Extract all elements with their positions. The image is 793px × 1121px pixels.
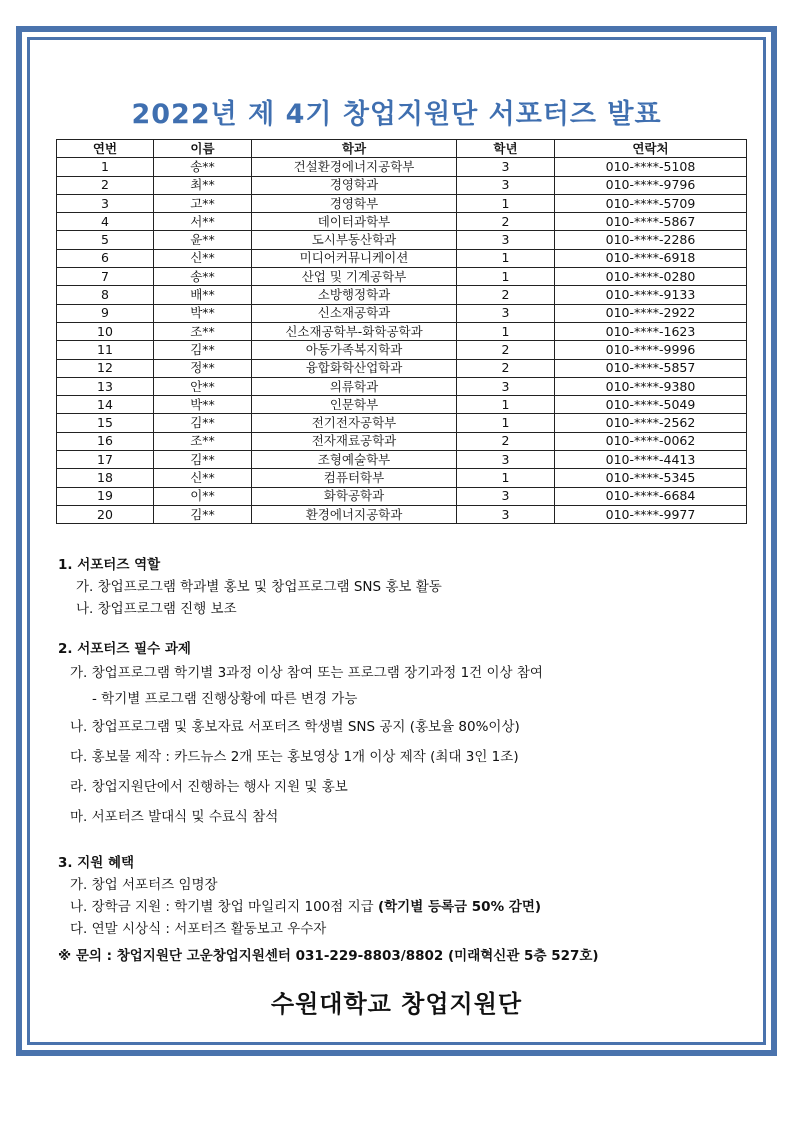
cell-grade: 2 <box>457 359 555 377</box>
cell-grade: 1 <box>457 194 555 212</box>
cell-name: 김** <box>154 341 252 359</box>
list-item: 마. 서포터즈 발대식 및 수료식 참석 <box>70 809 279 825</box>
details-sections <box>58 554 758 940</box>
table-row <box>57 304 747 322</box>
cell-department: 의류학과 <box>252 377 457 395</box>
cell-grade: 2 <box>457 213 555 231</box>
cell-number: 15 <box>57 414 154 432</box>
cell-grade: 1 <box>457 469 555 487</box>
cell-contact: 010-****-9380 <box>555 377 747 395</box>
header-department: 학과 <box>252 140 457 158</box>
cell-contact: 010-****-2286 <box>555 231 747 249</box>
cell-contact: 010-****-6684 <box>555 487 747 505</box>
table-row <box>57 268 747 286</box>
cell-name: 박** <box>154 396 252 414</box>
cell-number: 3 <box>57 194 154 212</box>
cell-grade: 3 <box>457 158 555 176</box>
section-title: 1. 서포터즈 역할 <box>58 557 161 573</box>
cell-contact: 010-****-2922 <box>555 304 747 322</box>
cell-name: 서** <box>154 213 252 231</box>
cell-contact: 010-****-1623 <box>555 322 747 340</box>
cell-contact: 010-****-2562 <box>555 414 747 432</box>
table-row <box>57 377 747 395</box>
cell-grade: 1 <box>457 268 555 286</box>
table-row <box>57 213 747 231</box>
cell-grade: 1 <box>457 396 555 414</box>
cell-grade: 3 <box>457 176 555 194</box>
cell-contact: 010-****-9133 <box>555 286 747 304</box>
cell-number: 8 <box>57 286 154 304</box>
section-title: 3. 지원 혜택 <box>58 855 135 871</box>
cell-grade: 3 <box>457 505 555 523</box>
cell-department: 전자재료공학과 <box>252 432 457 450</box>
list-item <box>58 896 758 918</box>
cell-name: 고** <box>154 194 252 212</box>
header-name: 이름 <box>154 140 252 158</box>
cell-grade: 3 <box>457 304 555 322</box>
cell-grade: 2 <box>457 341 555 359</box>
cell-grade: 3 <box>457 487 555 505</box>
cell-name: 김** <box>154 505 252 523</box>
cell-number: 16 <box>57 432 154 450</box>
section-title: 2. 서포터즈 필수 과제 <box>58 641 191 657</box>
cell-name: 이** <box>154 487 252 505</box>
list-item: 라. 창업지원단에서 진행하는 행사 지원 및 홍보 <box>70 779 348 795</box>
cell-department: 도시부동산학과 <box>252 231 457 249</box>
list-item: 나. 창업프로그램 및 홍보자료 서포터즈 학생별 SNS 공지 (홍보율 80%이상) <box>70 719 520 735</box>
cell-department: 신소재공학부-화학공학과 <box>252 322 457 340</box>
cell-contact: 010-****-9977 <box>555 505 747 523</box>
list-item: 나. 창업프로그램 진행 보조 <box>76 601 237 617</box>
page-title: 2022년 제 4기 창업지원단 서포터즈 발표 <box>131 99 662 130</box>
cell-contact: 010-****-5709 <box>555 194 747 212</box>
table-row <box>57 341 747 359</box>
cell-name: 윤** <box>154 231 252 249</box>
list-item: 다. 홍보물 제작 : 카드뉴스 2개 또는 홍보영상 1개 이상 제작 (최대 3인 1조) <box>70 749 519 765</box>
header-number: 연번 <box>57 140 154 158</box>
cell-name: 송** <box>154 158 252 176</box>
supporters-table <box>56 139 747 524</box>
cell-department: 소방행정학과 <box>252 286 457 304</box>
cell-department: 조형예술학부 <box>252 451 457 469</box>
cell-department: 건설환경에너지공학부 <box>252 158 457 176</box>
section-required-tasks <box>58 638 758 832</box>
cell-name: 신** <box>154 249 252 267</box>
footer-organization: 수원대학교 창업지원단 <box>270 990 523 1018</box>
cell-contact: 010-****-5345 <box>555 469 747 487</box>
cell-grade: 2 <box>457 286 555 304</box>
cell-number: 17 <box>57 451 154 469</box>
cell-department: 전기전자공학부 <box>252 414 457 432</box>
list-item: 다. 연말 시상식 : 서포터즈 활동보고 우수자 <box>70 921 327 937</box>
cell-name: 송** <box>154 268 252 286</box>
header-contact: 연락처 <box>555 140 747 158</box>
scholarship-highlight: (학기별 등록금 50% 감면) <box>377 899 542 915</box>
cell-name: 최** <box>154 176 252 194</box>
cell-grade: 3 <box>457 231 555 249</box>
cell-grade: 1 <box>457 414 555 432</box>
cell-number: 13 <box>57 377 154 395</box>
table-row <box>57 414 747 432</box>
cell-number: 20 <box>57 505 154 523</box>
cell-name: 조** <box>154 432 252 450</box>
table-row <box>57 194 747 212</box>
table-row <box>57 469 747 487</box>
cell-contact: 010-****-0062 <box>555 432 747 450</box>
table-row <box>57 396 747 414</box>
cell-grade: 1 <box>457 249 555 267</box>
cell-number: 10 <box>57 322 154 340</box>
cell-contact: 010-****-5049 <box>555 396 747 414</box>
inquiry-note: ※ 문의 : 창업지원단 고운창업지원센터 031-229-8803/8802 (미래혁신관 5층 527호) <box>58 948 599 964</box>
cell-name: 안** <box>154 377 252 395</box>
table-row <box>57 231 747 249</box>
cell-department: 화학공학과 <box>252 487 457 505</box>
cell-number: 1 <box>57 158 154 176</box>
cell-department: 산업 및 기계공학부 <box>252 268 457 286</box>
table-row <box>57 249 747 267</box>
cell-contact: 010-****-4413 <box>555 451 747 469</box>
table-body <box>57 158 747 524</box>
list-subitem: - 학기별 프로그램 진행상황에 따른 변경 가능 <box>92 691 358 707</box>
table-row <box>57 505 747 523</box>
cell-contact: 010-****-6918 <box>555 249 747 267</box>
cell-name: 박** <box>154 304 252 322</box>
cell-department: 컴퓨터학부 <box>252 469 457 487</box>
cell-department: 인문학부 <box>252 396 457 414</box>
cell-name: 조** <box>154 322 252 340</box>
table-row <box>57 487 747 505</box>
cell-number: 2 <box>57 176 154 194</box>
cell-name: 김** <box>154 451 252 469</box>
table-row <box>57 158 747 176</box>
cell-department: 경영학부 <box>252 194 457 212</box>
cell-contact: 010-****-9996 <box>555 341 747 359</box>
table-row <box>57 176 747 194</box>
list-item: 가. 창업 서포터즈 임명장 <box>70 877 218 893</box>
cell-number: 6 <box>57 249 154 267</box>
header-grade: 학년 <box>457 140 555 158</box>
cell-name: 배** <box>154 286 252 304</box>
table-row <box>57 359 747 377</box>
table-row <box>57 322 747 340</box>
cell-grade: 1 <box>457 322 555 340</box>
cell-number: 12 <box>57 359 154 377</box>
cell-number: 18 <box>57 469 154 487</box>
table-row <box>57 451 747 469</box>
cell-number: 9 <box>57 304 154 322</box>
cell-contact: 010-****-9796 <box>555 176 747 194</box>
cell-department: 데이터과학부 <box>252 213 457 231</box>
table-header-row <box>57 140 747 158</box>
cell-department: 미디어커뮤니케이션 <box>252 249 457 267</box>
cell-contact: 010-****-5108 <box>555 158 747 176</box>
cell-department: 환경에너지공학과 <box>252 505 457 523</box>
cell-name: 김** <box>154 414 252 432</box>
list-item: 가. 창업프로그램 학기별 3과정 이상 참여 또는 프로그램 장기과정 1건 이상 참여 <box>70 665 543 681</box>
cell-name: 정** <box>154 359 252 377</box>
cell-grade: 2 <box>457 432 555 450</box>
cell-contact: 010-****-0280 <box>555 268 747 286</box>
cell-grade: 3 <box>457 377 555 395</box>
cell-department: 경영학과 <box>252 176 457 194</box>
cell-number: 7 <box>57 268 154 286</box>
cell-department: 융합화학산업학과 <box>252 359 457 377</box>
cell-number: 5 <box>57 231 154 249</box>
cell-number: 4 <box>57 213 154 231</box>
table-row <box>57 286 747 304</box>
table-row <box>57 432 747 450</box>
scholarship-text: 나. 장학금 지원 : 학기별 창업 마일리지 100점 지급 <box>70 899 378 915</box>
cell-department: 신소재공학과 <box>252 304 457 322</box>
cell-grade: 3 <box>457 451 555 469</box>
cell-number: 11 <box>57 341 154 359</box>
cell-number: 19 <box>57 487 154 505</box>
cell-number: 14 <box>57 396 154 414</box>
cell-contact: 010-****-5857 <box>555 359 747 377</box>
cell-department: 아동가족복지학과 <box>252 341 457 359</box>
cell-contact: 010-****-5867 <box>555 213 747 231</box>
list-item: 가. 창업프로그램 학과별 홍보 및 창업프로그램 SNS 홍보 활동 <box>76 579 442 595</box>
section-roles <box>58 554 758 620</box>
section-benefits <box>58 852 758 940</box>
cell-name: 신** <box>154 469 252 487</box>
